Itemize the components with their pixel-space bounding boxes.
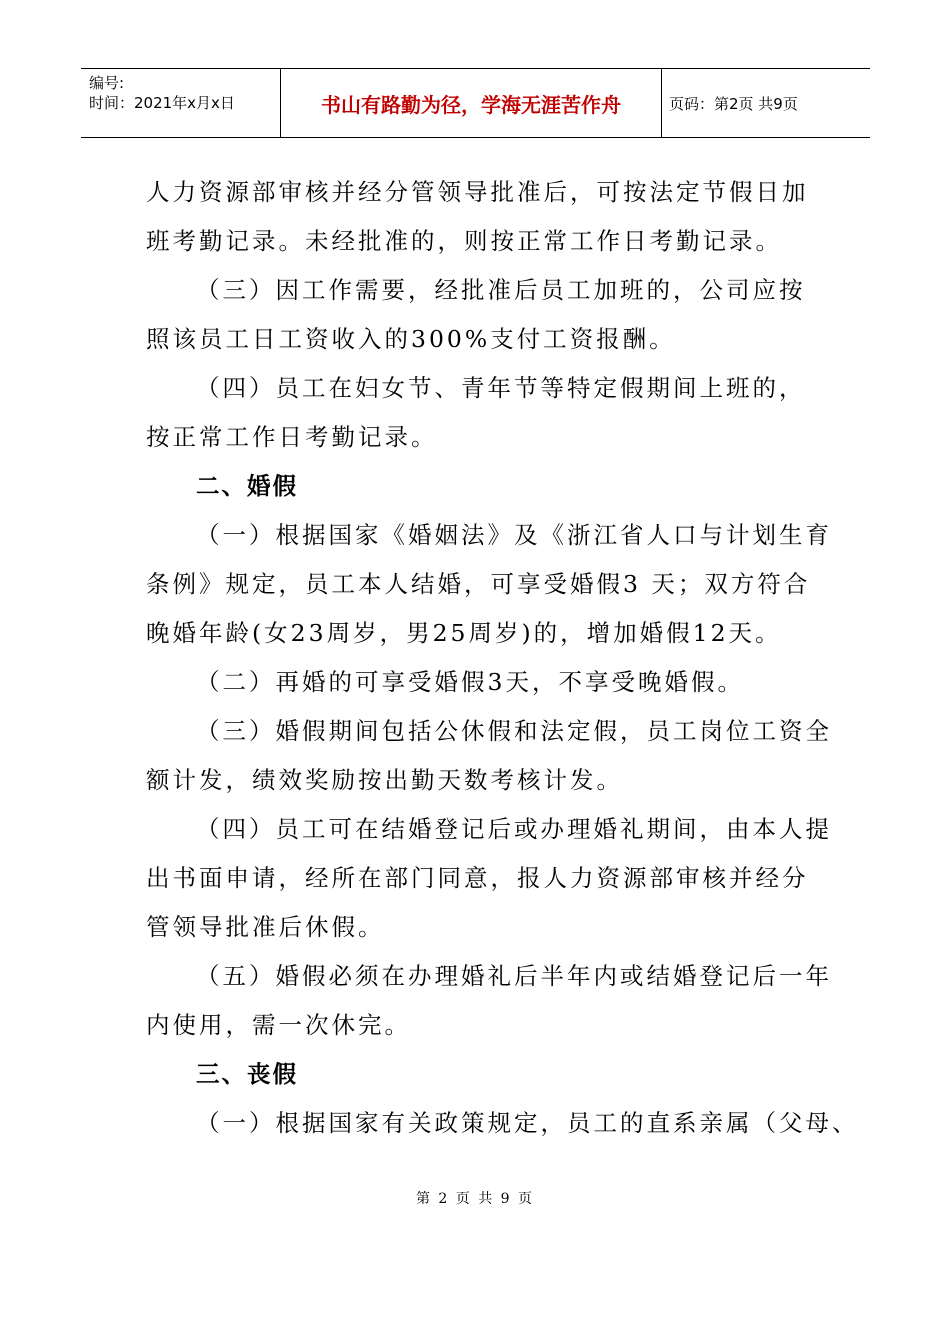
text-line: 额计发，绩效奖励按出勤天数考核计发。	[146, 766, 623, 794]
page-header	[81, 68, 870, 138]
text-line: 人力资源部审核并经分管领导批准后，可按法定节假日加	[146, 178, 809, 206]
text-line: （一）根据国家有关政策规定，员工的直系亲属（父母、	[196, 1109, 859, 1137]
section-heading-funeral-leave: 三、丧假	[196, 1060, 298, 1088]
text-line: 照该员工日工资收入的300%支付工资报酬。	[146, 325, 676, 353]
text-line: （一）根据国家《婚姻法》及《浙江省人口与计划生育	[196, 521, 832, 549]
text-line: （五）婚假必须在办理婚礼后半年内或结婚登记后一年	[196, 962, 832, 990]
text-line: 条例》规定，员工本人结婚，可享受婚假3 天；双方符合	[146, 570, 811, 598]
text-line: 内使用，需一次休完。	[146, 1011, 411, 1039]
header-page-label: 页码：第2页 共9页	[669, 94, 798, 113]
page-footer: 第 2 页 共 9 页	[415, 1191, 535, 1207]
number-label: 编号:	[89, 74, 125, 92]
text-line: （四）员工在妇女节、青年节等特定假期间上班的，	[196, 374, 806, 402]
text-line: （三）因工作需要，经批准后员工加班的，公司应按	[196, 276, 806, 304]
section-heading-marriage-leave: 二、婚假	[196, 472, 298, 500]
text-line: 出书面申请，经所在部门同意，报人力资源部审核并经分	[146, 864, 809, 892]
header-meta	[81, 69, 281, 137]
text-line: （二）再婚的可享受婚假3天，不享受晚婚假。	[196, 668, 744, 696]
text-line: 班考勤记录。未经批准的，则按正常工作日考勤记录。	[146, 227, 782, 255]
text-line: 晚婚年龄(女23周岁，男25周岁)的，增加婚假12天。	[146, 619, 782, 647]
header-motto: 书山有路勤为径，学海无涯苦作舟	[281, 69, 662, 137]
time-label: 时间：2021年x月x日	[89, 94, 235, 112]
document-body	[146, 168, 859, 1148]
text-line: （四）员工可在结婚登记后或办理婚礼期间，由本人提	[196, 815, 832, 843]
text-line: 管领导批准后休假。	[146, 913, 385, 941]
text-line: 按正常工作日考勤记录。	[146, 423, 438, 451]
text-line: （三）婚假期间包括公休假和法定假，员工岗位工资全	[196, 717, 832, 745]
